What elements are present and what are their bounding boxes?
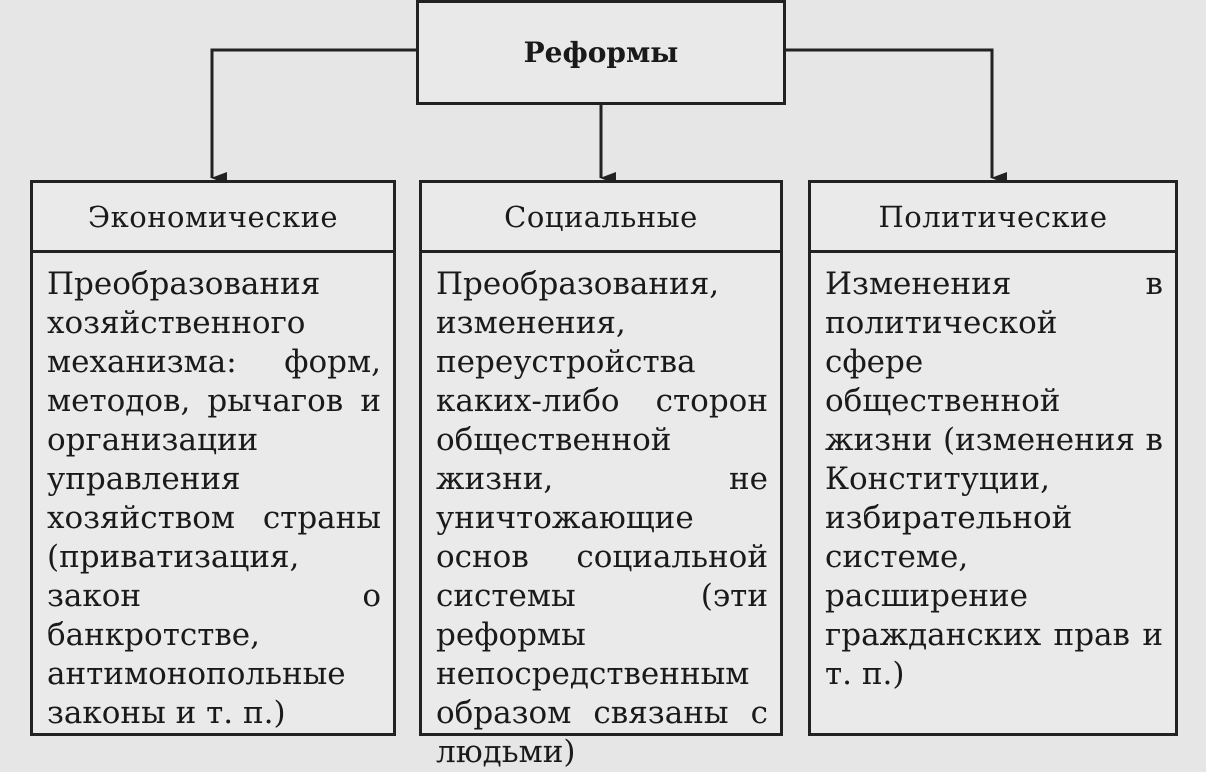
column-title-social: Социальные: [422, 183, 780, 253]
column-text-economic: Преобразования хозяйственного механизма: форм, методов, рычагов и организации управления хозяйством страны (приватизация, закон о банкротстве, антимонопольные законы и т. п.): [47, 266, 381, 731]
root-label: Реформы: [523, 36, 679, 69]
column-text-political: Изменения в политической сфере общественной жизни (изменения в Конституции, избирательной системе, расширение гражданских прав и т. п.): [825, 266, 1163, 692]
column-political: [808, 180, 1178, 736]
column-title-economic: Экономические: [33, 183, 393, 253]
column-social: [419, 180, 783, 770]
arrow-to-economic: [212, 50, 416, 178]
arrow-to-political: [786, 50, 992, 178]
column-title-political: Политические: [811, 183, 1175, 253]
root-node-reforms: [416, 0, 786, 105]
column-text-social: Преобразования, изменения, переустройства каких-либо сторон общественной жизни, не уничтожающие основ социальной системы (эти реформы непосредственным образом связаны с людьми): [436, 266, 768, 770]
column-economic: [30, 180, 396, 736]
